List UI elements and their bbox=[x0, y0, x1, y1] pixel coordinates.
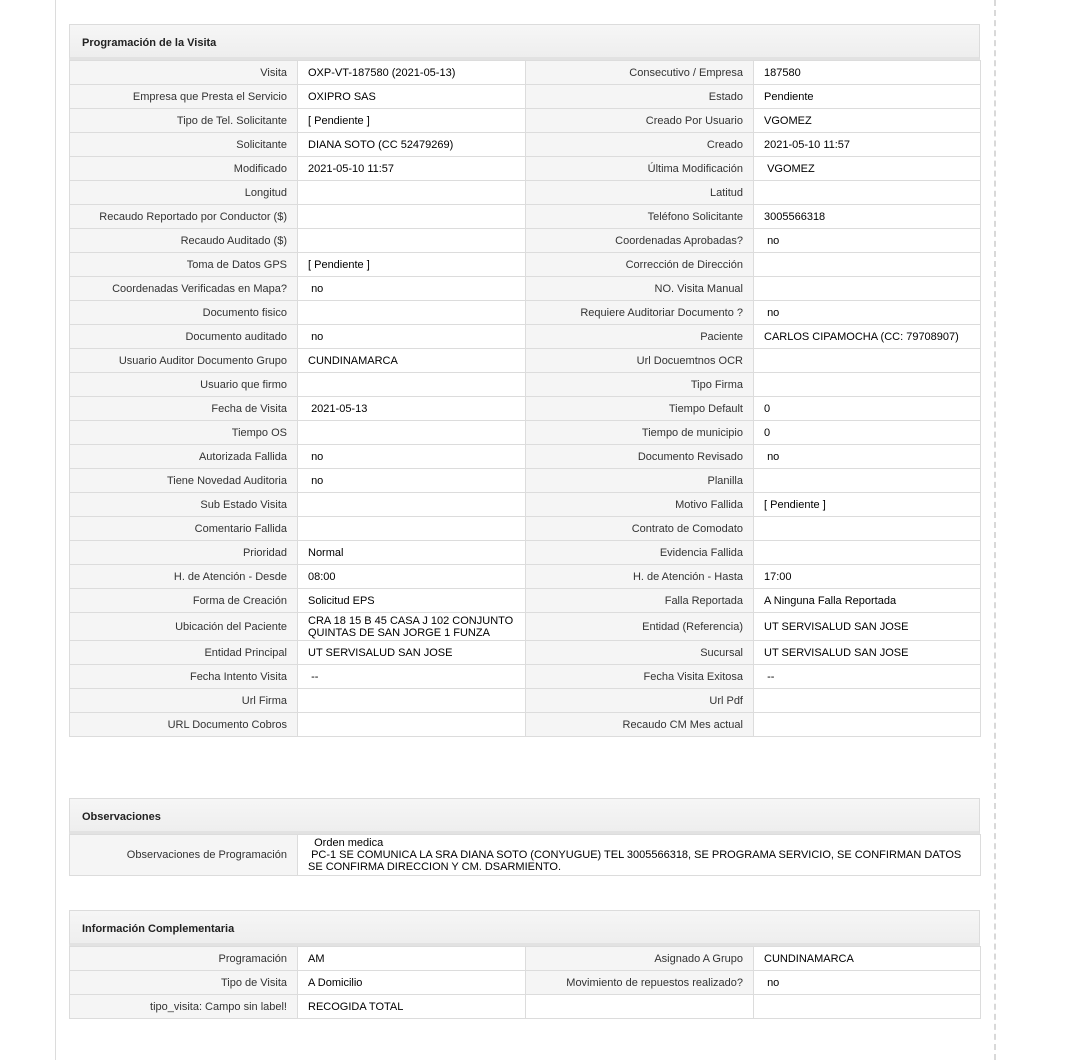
field-label: Movimiento de repuestos realizado? bbox=[526, 971, 754, 995]
table-row bbox=[70, 421, 981, 445]
field-value: -- bbox=[754, 665, 981, 689]
table-row bbox=[70, 397, 981, 421]
field-value: AM bbox=[298, 947, 526, 971]
field-value bbox=[754, 469, 981, 493]
field-label: Sucursal bbox=[526, 641, 754, 665]
field-label: Asignado A Grupo bbox=[526, 947, 754, 971]
field-value bbox=[754, 349, 981, 373]
field-label: Visita bbox=[70, 61, 298, 85]
observaciones-label: Observaciones de Programación bbox=[70, 835, 298, 876]
field-label: Fecha Visita Exitosa bbox=[526, 665, 754, 689]
field-label: Tipo de Visita bbox=[70, 971, 298, 995]
field-value bbox=[298, 493, 526, 517]
field-label: Estado bbox=[526, 85, 754, 109]
table-row bbox=[70, 689, 981, 713]
field-value: no bbox=[754, 301, 981, 325]
table-row bbox=[70, 229, 981, 253]
field-value: OXIPRO SAS bbox=[298, 85, 526, 109]
field-value: no bbox=[754, 445, 981, 469]
field-label: Entidad Principal bbox=[70, 641, 298, 665]
field-value: OXP-VT-187580 (2021-05-13) bbox=[298, 61, 526, 85]
field-label: Comentario Fallida bbox=[70, 517, 298, 541]
field-label: Tiempo Default bbox=[526, 397, 754, 421]
field-label: Fecha Intento Visita bbox=[70, 665, 298, 689]
field-value: DIANA SOTO (CC 52479269) bbox=[298, 133, 526, 157]
table-row bbox=[70, 181, 981, 205]
table-row bbox=[70, 469, 981, 493]
field-value: A Ninguna Falla Reportada bbox=[754, 589, 981, 613]
field-value: VGOMEZ bbox=[754, 157, 981, 181]
field-value: VGOMEZ bbox=[754, 109, 981, 133]
field-value: 187580 bbox=[754, 61, 981, 85]
field-value bbox=[298, 229, 526, 253]
field-label: Corrección de Dirección bbox=[526, 253, 754, 277]
field-value bbox=[754, 541, 981, 565]
field-value bbox=[754, 373, 981, 397]
field-value: [ Pendiente ] bbox=[754, 493, 981, 517]
table-row bbox=[70, 349, 981, 373]
field-label: Toma de Datos GPS bbox=[70, 253, 298, 277]
field-value: 2021-05-13 bbox=[298, 397, 526, 421]
table-row bbox=[70, 541, 981, 565]
field-label: Entidad (Referencia) bbox=[526, 613, 754, 641]
field-value: -- bbox=[298, 665, 526, 689]
field-label: Documento auditado bbox=[70, 325, 298, 349]
page-left-border bbox=[55, 0, 56, 1060]
field-label: Url Pdf bbox=[526, 689, 754, 713]
field-label: Paciente bbox=[526, 325, 754, 349]
table-row bbox=[70, 85, 981, 109]
field-value bbox=[298, 181, 526, 205]
field-label: Requiere Auditoriar Documento ? bbox=[526, 301, 754, 325]
field-label: Url Docuemtnos OCR bbox=[526, 349, 754, 373]
field-value: Pendiente bbox=[754, 85, 981, 109]
field-value bbox=[754, 277, 981, 301]
field-label: Empresa que Presta el Servicio bbox=[70, 85, 298, 109]
table-row bbox=[70, 665, 981, 689]
section-title-programacion: Programación de la Visita bbox=[69, 24, 980, 60]
field-value: 2021-05-10 11:57 bbox=[754, 133, 981, 157]
table-row bbox=[70, 205, 981, 229]
field-label: Tipo Firma bbox=[526, 373, 754, 397]
table-row bbox=[70, 133, 981, 157]
table-row bbox=[70, 641, 981, 665]
field-value bbox=[298, 205, 526, 229]
field-label: Tiene Novedad Auditoria bbox=[70, 469, 298, 493]
field-label: Prioridad bbox=[70, 541, 298, 565]
table-row bbox=[70, 517, 981, 541]
field-label: Documento fisico bbox=[70, 301, 298, 325]
section-title-informacion-complementaria: Información Complementaria bbox=[69, 910, 980, 946]
field-label: Forma de Creación bbox=[70, 589, 298, 613]
observaciones-table bbox=[69, 834, 981, 876]
table-row bbox=[70, 253, 981, 277]
table-row bbox=[70, 493, 981, 517]
field-label: H. de Atención - Hasta bbox=[526, 565, 754, 589]
observaciones-line: Orden medica bbox=[308, 837, 384, 849]
field-label: Coordenadas Aprobadas? bbox=[526, 229, 754, 253]
field-label: Recaudo Reportado por Conductor ($) bbox=[70, 205, 298, 229]
informacion-complementaria-panel bbox=[69, 910, 980, 1019]
field-value bbox=[298, 301, 526, 325]
table-row bbox=[70, 713, 981, 737]
field-value: RECOGIDA TOTAL bbox=[298, 995, 526, 1019]
field-label: Programación bbox=[70, 947, 298, 971]
field-value bbox=[298, 421, 526, 445]
field-label: URL Documento Cobros bbox=[70, 713, 298, 737]
field-value: no bbox=[298, 325, 526, 349]
field-value: no bbox=[298, 445, 526, 469]
table-row bbox=[70, 565, 981, 589]
field-value bbox=[754, 713, 981, 737]
field-label: Usuario que firmo bbox=[70, 373, 298, 397]
table-row bbox=[70, 995, 981, 1019]
table-row bbox=[70, 109, 981, 133]
observaciones-value bbox=[298, 835, 981, 876]
field-value bbox=[298, 713, 526, 737]
field-value: [ Pendiente ] bbox=[298, 109, 526, 133]
table-row bbox=[70, 835, 981, 876]
field-label: Documento Revisado bbox=[526, 445, 754, 469]
field-label: Solicitante bbox=[70, 133, 298, 157]
field-value: [ Pendiente ] bbox=[298, 253, 526, 277]
field-label: Tiempo de municipio bbox=[526, 421, 754, 445]
table-row bbox=[70, 61, 981, 85]
field-value bbox=[754, 253, 981, 277]
field-value: no bbox=[754, 229, 981, 253]
field-value: UT SERVISALUD SAN JOSE bbox=[754, 613, 981, 641]
field-label: Consecutivo / Empresa bbox=[526, 61, 754, 85]
field-value: no bbox=[298, 277, 526, 301]
field-value bbox=[298, 689, 526, 713]
observaciones-panel bbox=[69, 798, 980, 876]
field-label: Sub Estado Visita bbox=[70, 493, 298, 517]
field-value: Solicitud EPS bbox=[298, 589, 526, 613]
field-label: Creado bbox=[526, 133, 754, 157]
field-label: Teléfono Solicitante bbox=[526, 205, 754, 229]
field-label: Coordenadas Verificadas en Mapa? bbox=[70, 277, 298, 301]
field-label: tipo_visita: Campo sin label! bbox=[70, 995, 298, 1019]
table-row bbox=[70, 971, 981, 995]
field-label: NO. Visita Manual bbox=[526, 277, 754, 301]
field-label: Tiempo OS bbox=[70, 421, 298, 445]
field-value bbox=[754, 689, 981, 713]
field-label: Url Firma bbox=[70, 689, 298, 713]
field-value: 17:00 bbox=[754, 565, 981, 589]
table-row bbox=[70, 301, 981, 325]
field-label: Tipo de Tel. Solicitante bbox=[70, 109, 298, 133]
field-value: CARLOS CIPAMOCHA (CC: 79708907) bbox=[754, 325, 981, 349]
field-value bbox=[298, 517, 526, 541]
field-value bbox=[298, 373, 526, 397]
field-label: Modificado bbox=[70, 157, 298, 181]
field-label: Usuario Auditor Documento Grupo bbox=[70, 349, 298, 373]
field-value bbox=[754, 181, 981, 205]
programacion-table bbox=[69, 60, 981, 737]
table-row bbox=[70, 325, 981, 349]
field-value: 0 bbox=[754, 421, 981, 445]
field-label: Creado Por Usuario bbox=[526, 109, 754, 133]
field-label: Ubicación del Paciente bbox=[70, 613, 298, 641]
field-value: A Domicilio bbox=[298, 971, 526, 995]
field-label: Recaudo CM Mes actual bbox=[526, 713, 754, 737]
field-label: H. de Atención - Desde bbox=[70, 565, 298, 589]
table-row bbox=[70, 947, 981, 971]
field-label: Planilla bbox=[526, 469, 754, 493]
field-label: Latitud bbox=[526, 181, 754, 205]
field-value bbox=[754, 517, 981, 541]
field-label: Recaudo Auditado ($) bbox=[70, 229, 298, 253]
field-value: 2021-05-10 11:57 bbox=[298, 157, 526, 181]
field-value: UT SERVISALUD SAN JOSE bbox=[298, 641, 526, 665]
table-row bbox=[70, 589, 981, 613]
field-value: CUNDINAMARCA bbox=[754, 947, 981, 971]
table-row bbox=[70, 373, 981, 397]
field-label: Longitud bbox=[70, 181, 298, 205]
field-label: Evidencia Fallida bbox=[526, 541, 754, 565]
field-label: Contrato de Comodato bbox=[526, 517, 754, 541]
table-row bbox=[70, 277, 981, 301]
field-label: Fecha de Visita bbox=[70, 397, 298, 421]
field-label: Falla Reportada bbox=[526, 589, 754, 613]
table-row bbox=[70, 445, 981, 469]
field-label: Autorizada Fallida bbox=[70, 445, 298, 469]
table-row bbox=[70, 613, 981, 641]
page-right-dashed-border bbox=[994, 0, 996, 1060]
field-value: 0 bbox=[754, 397, 981, 421]
section-title-observaciones: Observaciones bbox=[69, 798, 980, 834]
field-value: CRA 18 15 B 45 CASA J 102 CONJUNTO QUINTAS DE SAN JORGE 1 FUNZA bbox=[298, 613, 526, 641]
field-value: CUNDINAMARCA bbox=[298, 349, 526, 373]
field-value: no bbox=[298, 469, 526, 493]
field-value: Normal bbox=[298, 541, 526, 565]
field-value: 08:00 bbox=[298, 565, 526, 589]
field-value: no bbox=[754, 971, 981, 995]
field-value: UT SERVISALUD SAN JOSE bbox=[754, 641, 981, 665]
observaciones-line: PC-1 SE COMUNICA LA SRA DIANA SOTO (CONYUGUE) TEL 3005566318, SE PROGRAMA SERVICIO, SE CONFIRMAN DATOS SE CONFIRMA DIRECCION Y CM. DSARMIENTO. bbox=[308, 849, 965, 873]
table-row bbox=[70, 157, 981, 181]
informacion-complementaria-table bbox=[69, 946, 981, 1019]
field-label: Motivo Fallida bbox=[526, 493, 754, 517]
field-label: Última Modificación bbox=[526, 157, 754, 181]
programacion-visita-panel bbox=[69, 24, 980, 737]
field-value: 3005566318 bbox=[754, 205, 981, 229]
